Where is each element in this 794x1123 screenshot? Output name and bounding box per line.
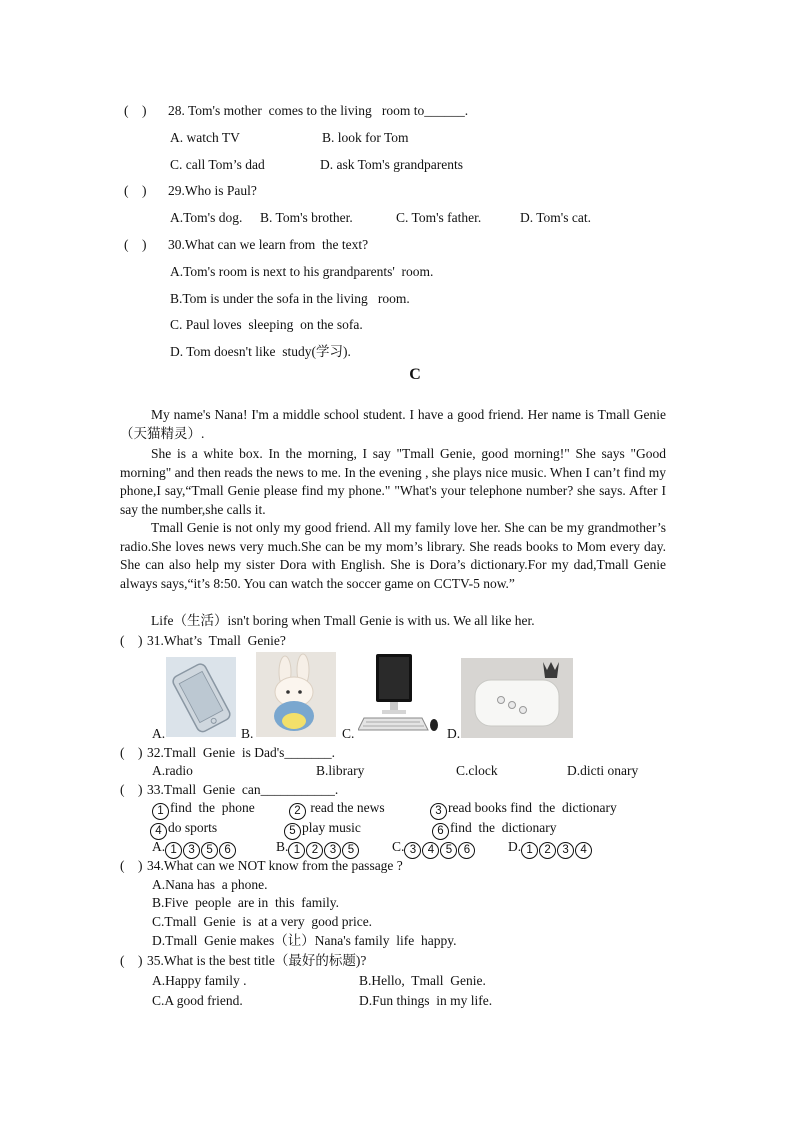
q33-item <box>430 799 617 820</box>
q35-stem: 35.What is the best title（最好的标题)? <box>147 953 367 968</box>
circled-number: 4 <box>150 823 167 840</box>
q34-stem: 34.What can we NOT know from the passage ? <box>147 858 403 873</box>
q33-option-d <box>508 838 593 859</box>
option-letter: B. <box>276 839 289 854</box>
circled-number: 4 <box>422 842 439 859</box>
q28-option-d: D. ask Tom's grandparents <box>320 157 463 172</box>
q35-option-a: A.Happy family . <box>152 973 247 988</box>
option-letter: D. <box>508 839 522 854</box>
q28-option-b: B. look for Tom <box>322 130 409 145</box>
q33-item <box>289 799 385 820</box>
q29-option-a: A.Tom's dog. <box>170 210 243 225</box>
q32-option-c: C.clock <box>456 763 498 778</box>
q31-label-b: B. <box>241 726 254 741</box>
q28-option-a: A. watch TV <box>170 130 240 145</box>
computer-picture <box>358 652 440 737</box>
circled-number: 5 <box>201 842 218 859</box>
circled-number: 4 <box>575 842 592 859</box>
q33-item-text: play music <box>302 820 361 835</box>
circled-number: 3 <box>557 842 574 859</box>
q33-stem: 33.Tmall Genie can___________. <box>147 782 339 797</box>
circled-number: 3 <box>324 842 341 859</box>
q33-item <box>284 819 361 840</box>
option-letter: C. <box>392 839 405 854</box>
q29-option-d: D. Tom's cat. <box>520 210 591 225</box>
q32-paren: ( ) <box>120 745 143 760</box>
q33-option-c <box>392 838 476 859</box>
q31-paren: ( ) <box>120 633 143 648</box>
q29-option-c: C. Tom's father. <box>396 210 482 225</box>
q32-option-b: B.library <box>316 763 365 778</box>
circled-number: 3 <box>404 842 421 859</box>
q35-option-c: C.A good friend. <box>152 993 243 1008</box>
q32-stem: 32.Tmall Genie is Dad's_______. <box>147 745 336 760</box>
q34-option-a: A.Nana has a phone. <box>152 877 268 892</box>
passage-paragraph: She is a white box. In the morning, I say "Tmall Genie, good morning!" She says "Good morning" and then reads the news to me. In the evening , she plays nice music. When I can’t find my phone,I say,“Tmall Genie please find my phone." "What's your telephone number? she says. After I say the number,she calls it. <box>120 446 666 517</box>
q35-option-d: D.Fun things in my life. <box>359 993 493 1008</box>
passage-paragraph: Tmall Genie is not only my good friend. All my family love her. She can be my grandmother’s radio.She loves news very much.She can be my mom’s library. She reads books to Mom every day. She can also help my sister Dora with English. She is Dora’s dictionary.For my dad,Tmall Genie always says,“it’s 8:50. You can watch the soccer game on CCTV-5 now.” <box>120 520 666 591</box>
circled-number: 2 <box>539 842 556 859</box>
q29-stem: 29.Who is Paul? <box>168 183 257 198</box>
circled-number: 6 <box>458 842 475 859</box>
q28-option-c: C. call Tom’s dad <box>170 157 265 172</box>
q35-option-b: B.Hello, Tmall Genie. <box>359 973 486 988</box>
q33-item-text: find the dictionary <box>450 820 557 835</box>
q33-item <box>152 799 255 820</box>
q34-option-b: B.Five people are in this family. <box>152 895 339 910</box>
q30-paren: ( ) <box>124 237 147 252</box>
q33-item-text: read books find the dictionary <box>448 800 617 815</box>
q28-paren: ( ) <box>124 103 147 118</box>
circled-number: 1 <box>521 842 538 859</box>
q31-label-c: C. <box>342 726 355 741</box>
section-title: C <box>409 366 421 383</box>
q34-option-d: D.Tmall Genie makes（让）Nana's family life happy. <box>152 933 457 948</box>
circled-number: 6 <box>219 842 236 859</box>
q32-option-d: D.dicti onary <box>567 763 639 778</box>
q29-option-b: B. Tom's brother. <box>260 210 353 225</box>
circled-number: 2 <box>289 803 306 820</box>
q30-option-a: A.Tom's room is next to his grandparents' room. <box>170 264 434 279</box>
circled-number: 1 <box>165 842 182 859</box>
circled-number: 5 <box>284 823 301 840</box>
circled-number: 1 <box>288 842 305 859</box>
q31-stem: 31.What’s Tmall Genie? <box>147 633 286 648</box>
circled-number: 2 <box>306 842 323 859</box>
circled-number: 3 <box>430 803 447 820</box>
q33-item <box>432 819 556 840</box>
q30-option-c: C. Paul loves sleeping on the sofa. <box>170 317 363 332</box>
q33-paren: ( ) <box>120 782 143 797</box>
circled-number: 3 <box>183 842 200 859</box>
q30-option-b: B.Tom is under the sofa in the living room. <box>170 291 410 306</box>
q33-option-b <box>276 838 360 859</box>
passage-paragraph: My name's Nana! I'm a middle school student. I have a good friend. Her name is Tmall Genie （天猫精灵）. <box>120 407 666 441</box>
q30-option-d: D. Tom doesn't like study(学习). <box>170 344 351 359</box>
q28-stem: 28. Tom's mother comes to the living room to______. <box>168 103 469 118</box>
q29-paren: ( ) <box>124 183 147 198</box>
q35-paren: ( ) <box>120 953 143 968</box>
q33-item-text: do sports <box>168 820 218 835</box>
q33-item-text: read the news <box>307 800 385 815</box>
circled-number: 5 <box>342 842 359 859</box>
q33-item <box>150 819 217 840</box>
q33-option-a <box>152 838 237 859</box>
phone-picture <box>166 657 236 737</box>
q31-label-a: A. <box>152 726 166 741</box>
smart-speaker-picture <box>461 658 573 738</box>
circled-number: 5 <box>440 842 457 859</box>
q30-stem: 30.What can we learn from the text? <box>168 237 369 252</box>
option-letter: A. <box>152 839 166 854</box>
q32-option-a: A.radio <box>152 763 193 778</box>
q34-option-c: C.Tmall Genie is at a very good price. <box>152 914 373 929</box>
q34-paren: ( ) <box>120 858 143 873</box>
q31-label-d: D. <box>447 726 461 741</box>
circled-number: 1 <box>152 803 169 820</box>
passage-paragraph: Life（生活）isn't boring when Tmall Genie is with us. We all like her. <box>151 613 535 628</box>
q33-item-text: find the phone <box>170 800 255 815</box>
bunny-toy-picture <box>256 652 336 737</box>
circled-number: 6 <box>432 823 449 840</box>
